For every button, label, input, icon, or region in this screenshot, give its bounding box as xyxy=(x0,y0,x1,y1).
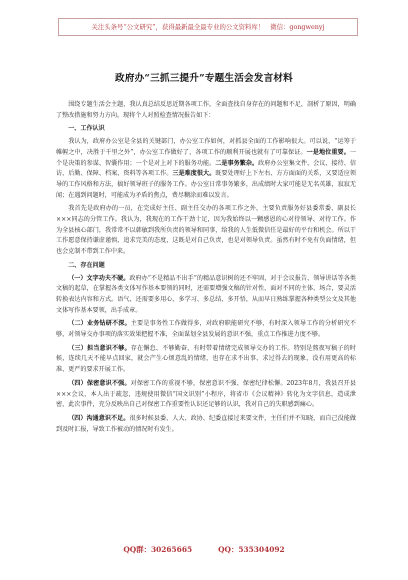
banner-text-main: 关注头条号“公文研究”，获得最新最全最专业的公文资料库！ xyxy=(91,23,265,31)
problem-5-text: 很多时候县委、人大、政协、纪委直接过来要文件，主任们并不知晓，而自己没能做到及时汇报，导致工作被动的情况时有发生。 xyxy=(56,414,357,433)
problem-1-text: 政府办“不是精品不出手”的精品意识树的还不牢固，对于会议报告、领导讲话等各类文稿的起草，在掌握各类文体写作基本要领的同时，还需要增强文稿的针对性，面对不同的主体、场合，要灵活转换表达内容和方式。语气、还需要多用心、多学习、多总结、多开悟，从而早日熟练掌握各种类型公文及其他文体写作基本要领，出手成章。 xyxy=(56,274,357,314)
paragraph-text: 既要处理好上下左右、方方面面的关系，又要适应领导的工作风格和方法，搞好领导班子的服务工作。办公室日常事务繁多，出成绩时大家可能是无名英雄，寂寂无闻；在遇到问题时，可能成为矛盾的焦点，费尽糊涂而难以发言。 xyxy=(56,170,357,199)
intro-paragraph: 围绕专题生活会主题，我认真总结反思近期各项工作，全面查找自身存在的问题和不足，剖析了原因，明确了整改措施和努力方向。现将个人对照检查情况报告如下： xyxy=(56,101,356,119)
promo-banner[interactable] xyxy=(58,18,358,36)
problem-3 xyxy=(56,344,356,376)
problem-1 xyxy=(56,274,356,317)
section-heading-2: 二、存在问题 xyxy=(68,261,105,269)
problem-2-heading: （二）业务钻研不深。 xyxy=(68,320,131,328)
document-title: 政府办“三抓三提升”专题生活会发言材料 xyxy=(115,73,293,84)
key-point-1: 一是地位重要。 xyxy=(306,148,350,156)
problem-5-heading: （四）沟通意识不足。 xyxy=(68,414,130,422)
problem-3-text: 存在懈怠、不够勤奋，有时带着情绪完成领导交办的工作。特别是熬夜写稿子的时候，连续几天不能早点回家，就会产生心烦意乱的情绪，也存在求不出事、求过得去的现象，没有用更高的标准、更严的要求开展工作。 xyxy=(56,344,357,374)
banner-text-wechat: 微信：gongwenyj xyxy=(270,23,325,31)
footer-contact xyxy=(0,544,408,555)
problem-1-heading: （一）文字功夫不硬。 xyxy=(68,274,130,282)
problem-2-text: 主要是事务性工作做得多，对政府职能研究不够，有时深入领导工作的分析研究不够，对领导交办事项的落实效果把握不准，全面谋划全县发展的意识不强，重点工作推进力度不够。 xyxy=(56,320,357,339)
paragraph-text: 政府办公室集文件、会议、接待、信访、后勤、保障、档案、资料等各项工作。 xyxy=(56,159,357,178)
section-heading-1: 一、工作认识 xyxy=(68,125,105,133)
footer-qq: QQ：535304092 xyxy=(218,545,285,554)
key-point-3: 三是难度很大。 xyxy=(172,170,216,178)
paragraph-text: 一个是决策的参谋、智囊作用；一个是对上对下的服务功能。 xyxy=(56,148,356,167)
problem-2 xyxy=(56,319,356,340)
paragraph-text: 我认为，政府办公室是全县的关键部门，办公室工作如何，对抓县全面的工作影响很大。可以说，“运筹于帷幄之中，决胜于千里之外”，办公室工作做好了，各项工作的顺利开展也就有了可靠保证。 xyxy=(56,138,356,156)
document-body xyxy=(56,100,356,438)
problem-4-text: 对保密工作的重视不够，保密意识不强、保密纪律松懈。2023年8月，我县召开县×××会议，本人出于疏忽，违规使用微信“国文识别”小程序，将省市《会议精神》转化为文字信息，造成泄密，此次事件，充分反映出自己对保密工作重要性认识还足够的认识，我对自己的失职感到痛心。 xyxy=(56,379,356,409)
key-point-2: 二是事务繁杂。 xyxy=(215,159,259,167)
problem-3-heading: （三）担当意识不够。 xyxy=(68,344,131,352)
problem-5 xyxy=(56,414,356,435)
paragraph-work-understanding xyxy=(56,137,356,201)
problem-4-heading: （四）保密意识不强。 xyxy=(68,379,131,387)
problem-4 xyxy=(56,379,356,411)
paragraph-personal-role: 我首先是政府办的一员，在完成好主任、副主任交办的各项工作之外，主要负责服务好县委常委、副县长×××同志的分管工作。我认为，我现在的工作干劲十足，因为我始终以一颗感恩的心对待领导、对待工作。作为全县核心部门，我常常不以韩敏到我所负责的领导和同事，给我的人生低微信任是最好的平台和机会。所以干工作愿意保持谦虚谨慎、追求完美的态度，这既是对自己负责，也是对领导负责。虽然有时不免有负面情绪，但也会克制不带到工作中来。 xyxy=(56,205,356,256)
footer-qq-group: QQ群：30265665 xyxy=(123,545,193,554)
